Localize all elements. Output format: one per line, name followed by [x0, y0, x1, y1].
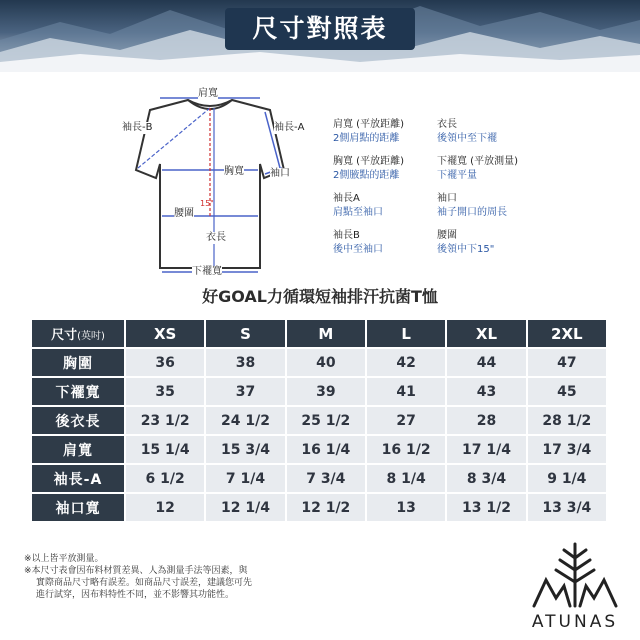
diagram-label-waist: 腰圍 [174, 208, 194, 219]
legend-item [333, 229, 383, 257]
table-row [32, 378, 606, 405]
table-row [32, 349, 606, 376]
table-header-row [32, 320, 606, 347]
row-label: 胸圍 [32, 349, 124, 376]
atunas-tree-icon [520, 540, 630, 612]
legend-desc: 下襬平量 [437, 170, 477, 181]
table-cell: 13 [367, 494, 445, 521]
size-header-cell [32, 320, 124, 347]
size-header-unit: (英吋) [77, 331, 105, 342]
table-cell: 41 [367, 378, 445, 405]
table-row [32, 465, 606, 492]
diagram-label-offset: 15" [200, 199, 214, 208]
table-cell: 7 1/4 [206, 465, 284, 492]
legend-term: 胸寬 (平放距離) [333, 156, 404, 167]
table-cell: 27 [367, 407, 445, 434]
row-label: 下襬寬 [32, 378, 124, 405]
legend-item [437, 155, 518, 183]
garment-diagram [110, 78, 330, 278]
table-cell: 44 [447, 349, 525, 376]
table-row [32, 436, 606, 463]
table-cell: 16 1/2 [367, 436, 445, 463]
legend-item [437, 118, 497, 146]
brand-logo [520, 540, 630, 636]
legend-item [437, 192, 507, 220]
diagram-label-sleeve-a: 袖長-A [274, 122, 305, 133]
table-cell: 12 1/2 [287, 494, 365, 521]
table-cell: 42 [367, 349, 445, 376]
brand-name: ATUNAS [531, 612, 619, 632]
diagram-label-sleeve-b: 袖長-B [122, 122, 153, 133]
table-cell: 40 [287, 349, 365, 376]
legend-desc: 後領中至下襬 [437, 133, 497, 144]
size-column-header: XL [447, 320, 525, 347]
table-cell: 23 1/2 [126, 407, 204, 434]
table-cell: 28 [447, 407, 525, 434]
row-label: 袖長-A [32, 465, 124, 492]
legend-item [437, 229, 494, 257]
legend-desc: 2側肩點的距離 [333, 133, 400, 144]
page-title: 尺寸對照表 [225, 8, 415, 50]
legend-desc: 後中至袖口 [333, 244, 383, 255]
table-cell: 9 1/4 [528, 465, 606, 492]
footnote-line: ※以上皆平放測量。 [24, 554, 104, 564]
legend-term: 腰圍 [437, 230, 457, 241]
legend-term: 肩寬 (平放距離) [333, 119, 404, 130]
product-title: 好GOAL力循環短袖排汗抗菌T恤 [202, 287, 438, 306]
table-cell: 38 [206, 349, 284, 376]
table-cell: 36 [126, 349, 204, 376]
legend-desc: 肩點至袖口 [333, 207, 383, 218]
legend-term: 袖長B [333, 230, 360, 241]
legend-term: 袖長A [333, 193, 360, 204]
size-column-header: M [287, 320, 365, 347]
table-cell: 25 1/2 [287, 407, 365, 434]
row-label: 袖口寬 [32, 494, 124, 521]
measurement-legend [333, 118, 573, 268]
table-cell: 8 3/4 [447, 465, 525, 492]
header-banner [0, 0, 640, 72]
table-cell: 24 1/2 [206, 407, 284, 434]
table-cell: 17 3/4 [528, 436, 606, 463]
row-label: 後衣長 [32, 407, 124, 434]
legend-item [333, 118, 404, 146]
table-cell: 6 1/2 [126, 465, 204, 492]
size-column-header: 2XL [528, 320, 606, 347]
table-cell: 28 1/2 [528, 407, 606, 434]
size-column-header: L [367, 320, 445, 347]
table-cell: 45 [528, 378, 606, 405]
size-table [30, 318, 608, 523]
table-cell: 12 [126, 494, 204, 521]
legend-desc: 2側腋點的距離 [333, 170, 400, 181]
table-cell: 15 3/4 [206, 436, 284, 463]
diagram-label-chest: 胸寬 [224, 166, 244, 177]
legend-term: 袖口 [437, 193, 457, 204]
table-cell: 43 [447, 378, 525, 405]
diagram-label-cuff: 袖口 [270, 168, 290, 179]
footnote-line: ※本尺寸表會因布料材質差異、人為測量手法等因素，與 [24, 566, 248, 576]
table-cell: 35 [126, 378, 204, 405]
table-cell: 39 [287, 378, 365, 405]
row-label: 肩寬 [32, 436, 124, 463]
table-cell: 17 1/4 [447, 436, 525, 463]
footnotes [24, 553, 324, 601]
footnote-line: 進行試穿，因布料特性不同，並不影響其功能性。 [36, 590, 235, 600]
table-cell: 7 3/4 [287, 465, 365, 492]
size-column-header: XS [126, 320, 204, 347]
table-row [32, 407, 606, 434]
legend-term: 下襬寬 (平放測量) [437, 156, 518, 167]
legend-item [333, 192, 383, 220]
table-cell: 12 1/4 [206, 494, 284, 521]
legend-item [333, 155, 404, 183]
size-header-label: 尺寸 [51, 328, 78, 343]
legend-desc: 後領中下15" [437, 244, 495, 255]
size-column-header: S [206, 320, 284, 347]
table-cell: 13 1/2 [447, 494, 525, 521]
legend-desc: 袖子開口的周長 [437, 207, 507, 218]
diagram-label-length: 衣長 [206, 232, 226, 243]
diagram-label-hem: 下襬寬 [192, 266, 222, 277]
legend-term: 衣長 [437, 119, 457, 130]
table-cell: 13 3/4 [528, 494, 606, 521]
tshirt-outline-icon [110, 78, 330, 278]
table-cell: 16 1/4 [287, 436, 365, 463]
table-cell: 37 [206, 378, 284, 405]
table-cell: 8 1/4 [367, 465, 445, 492]
table-cell: 47 [528, 349, 606, 376]
table-cell: 15 1/4 [126, 436, 204, 463]
table-row [32, 494, 606, 521]
diagram-label-shoulder: 肩寬 [198, 88, 218, 99]
footnote-line: 實際商品尺寸略有誤差。如商品尺寸誤差，建議您可先 [36, 578, 253, 588]
